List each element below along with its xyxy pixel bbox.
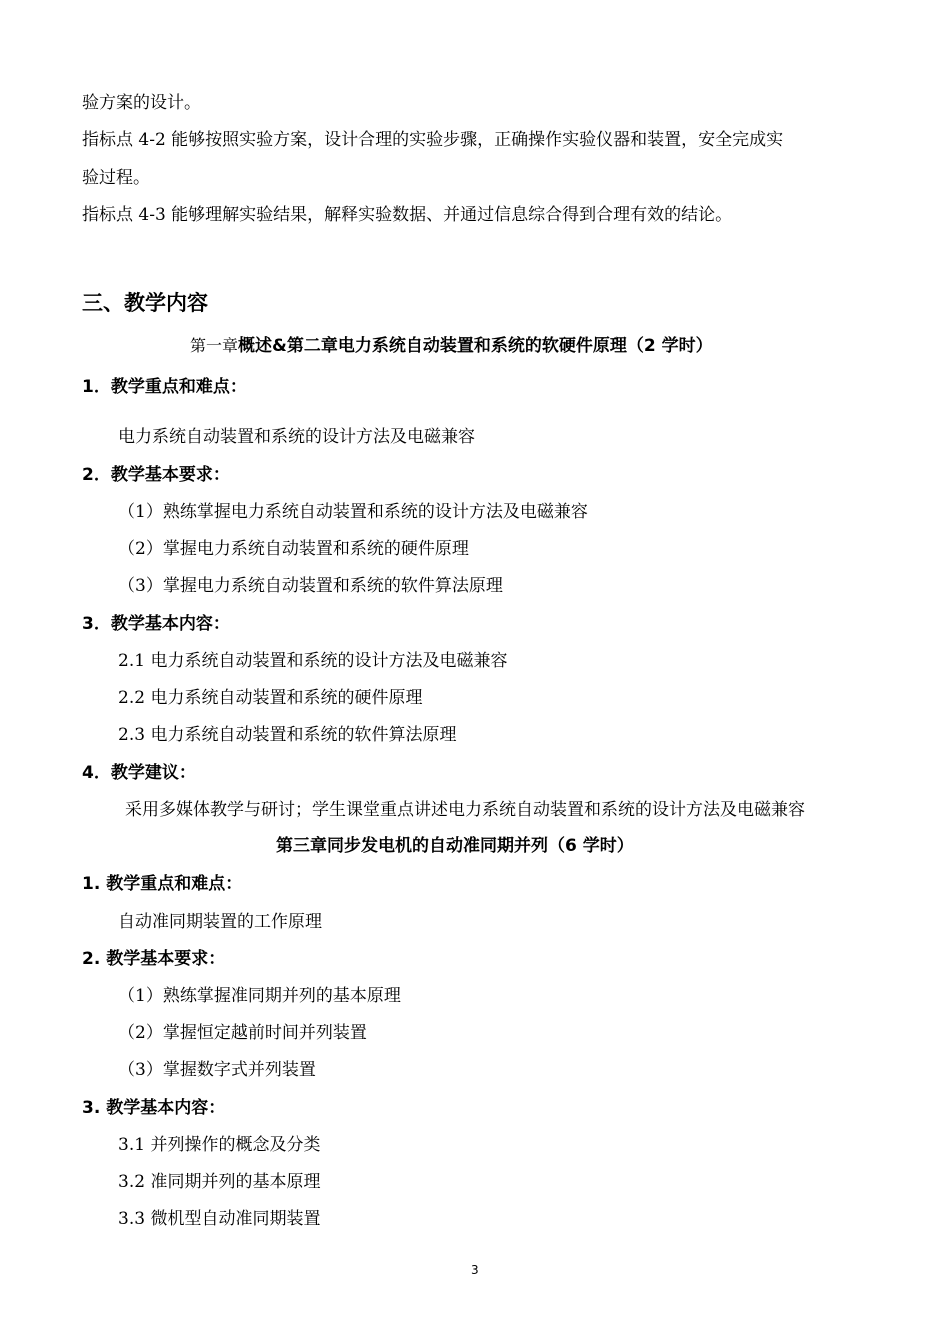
- chapter1-req-3: （3）掌握电力系统自动装置和系统的软件算法原理: [118, 576, 503, 596]
- chapter3-req-2: （2）掌握恒定越前时间并列装置: [118, 1023, 367, 1043]
- chapter1-title: [190, 336, 713, 356]
- chapter3-heading-content: 3. 教学基本内容：: [82, 1098, 226, 1118]
- chapter1-title-prefix: 第一章: [190, 336, 239, 355]
- intro-line-2: 指标点 4-2 能够按照实验方案，设计合理的实验步骤，正确操作实验仪器和装置，安全完成实: [82, 130, 784, 150]
- page-number: 3: [471, 1263, 479, 1277]
- chapter3-title: 第三章同步发电机的自动准同期并列（6 学时）: [276, 836, 634, 856]
- intro-line-4: 指标点 4-3 能够理解实验结果，解释实验数据、并通过信息综合得到合理有效的结论。: [82, 205, 733, 225]
- chapter1-req-2: （2）掌握电力系统自动装置和系统的硬件原理: [118, 539, 469, 559]
- intro-line-3: 验过程。: [82, 168, 150, 188]
- chapter3-heading-requirements: 2. 教学基本要求：: [82, 949, 226, 969]
- chapter1-heading-content: 3．教学基本内容：: [82, 614, 230, 634]
- chapter3-content-1: 3.1 并列操作的概念及分类: [118, 1135, 321, 1155]
- chapter1-heading-requirements: 2．教学基本要求：: [82, 465, 230, 485]
- chapter1-key-text: 电力系统自动装置和系统的设计方法及电磁兼容: [118, 427, 475, 447]
- chapter1-suggestion-text: 采用多媒体教学与研讨；学生课堂重点讲述电力系统自动装置和系统的设计方法及电磁兼容: [125, 800, 805, 820]
- chapter1-content-2: 2.2 电力系统自动装置和系统的硬件原理: [118, 688, 423, 708]
- chapter1-title-rest: 概述&第二章电力系统自动装置和系统的软硬件原理（2 学时）: [238, 336, 713, 356]
- chapter3-req-1: （1）熟练掌握准同期并列的基本原理: [118, 986, 401, 1006]
- chapter1-content-1: 2.1 电力系统自动装置和系统的设计方法及电磁兼容: [118, 651, 508, 671]
- chapter3-content-2: 3.2 准同期并列的基本原理: [118, 1172, 321, 1192]
- section-title: 三、教学内容: [82, 291, 208, 315]
- intro-line-1: 验方案的设计。: [82, 93, 201, 113]
- chapter1-heading-key-points: 1．教学重点和难点：: [82, 377, 247, 397]
- chapter3-content-3: 3.3 微机型自动准同期装置: [118, 1209, 321, 1229]
- chapter1-heading-suggestions: 4．教学建议：: [82, 763, 196, 783]
- chapter1-req-1: （1）熟练掌握电力系统自动装置和系统的设计方法及电磁兼容: [118, 502, 588, 522]
- chapter3-req-3: （3）掌握数字式并列装置: [118, 1060, 316, 1080]
- chapter1-content-3: 2.3 电力系统自动装置和系统的软件算法原理: [118, 725, 457, 745]
- chapter3-heading-key-points: 1. 教学重点和难点：: [82, 874, 243, 894]
- chapter3-key-text: 自动准同期装置的工作原理: [118, 912, 322, 932]
